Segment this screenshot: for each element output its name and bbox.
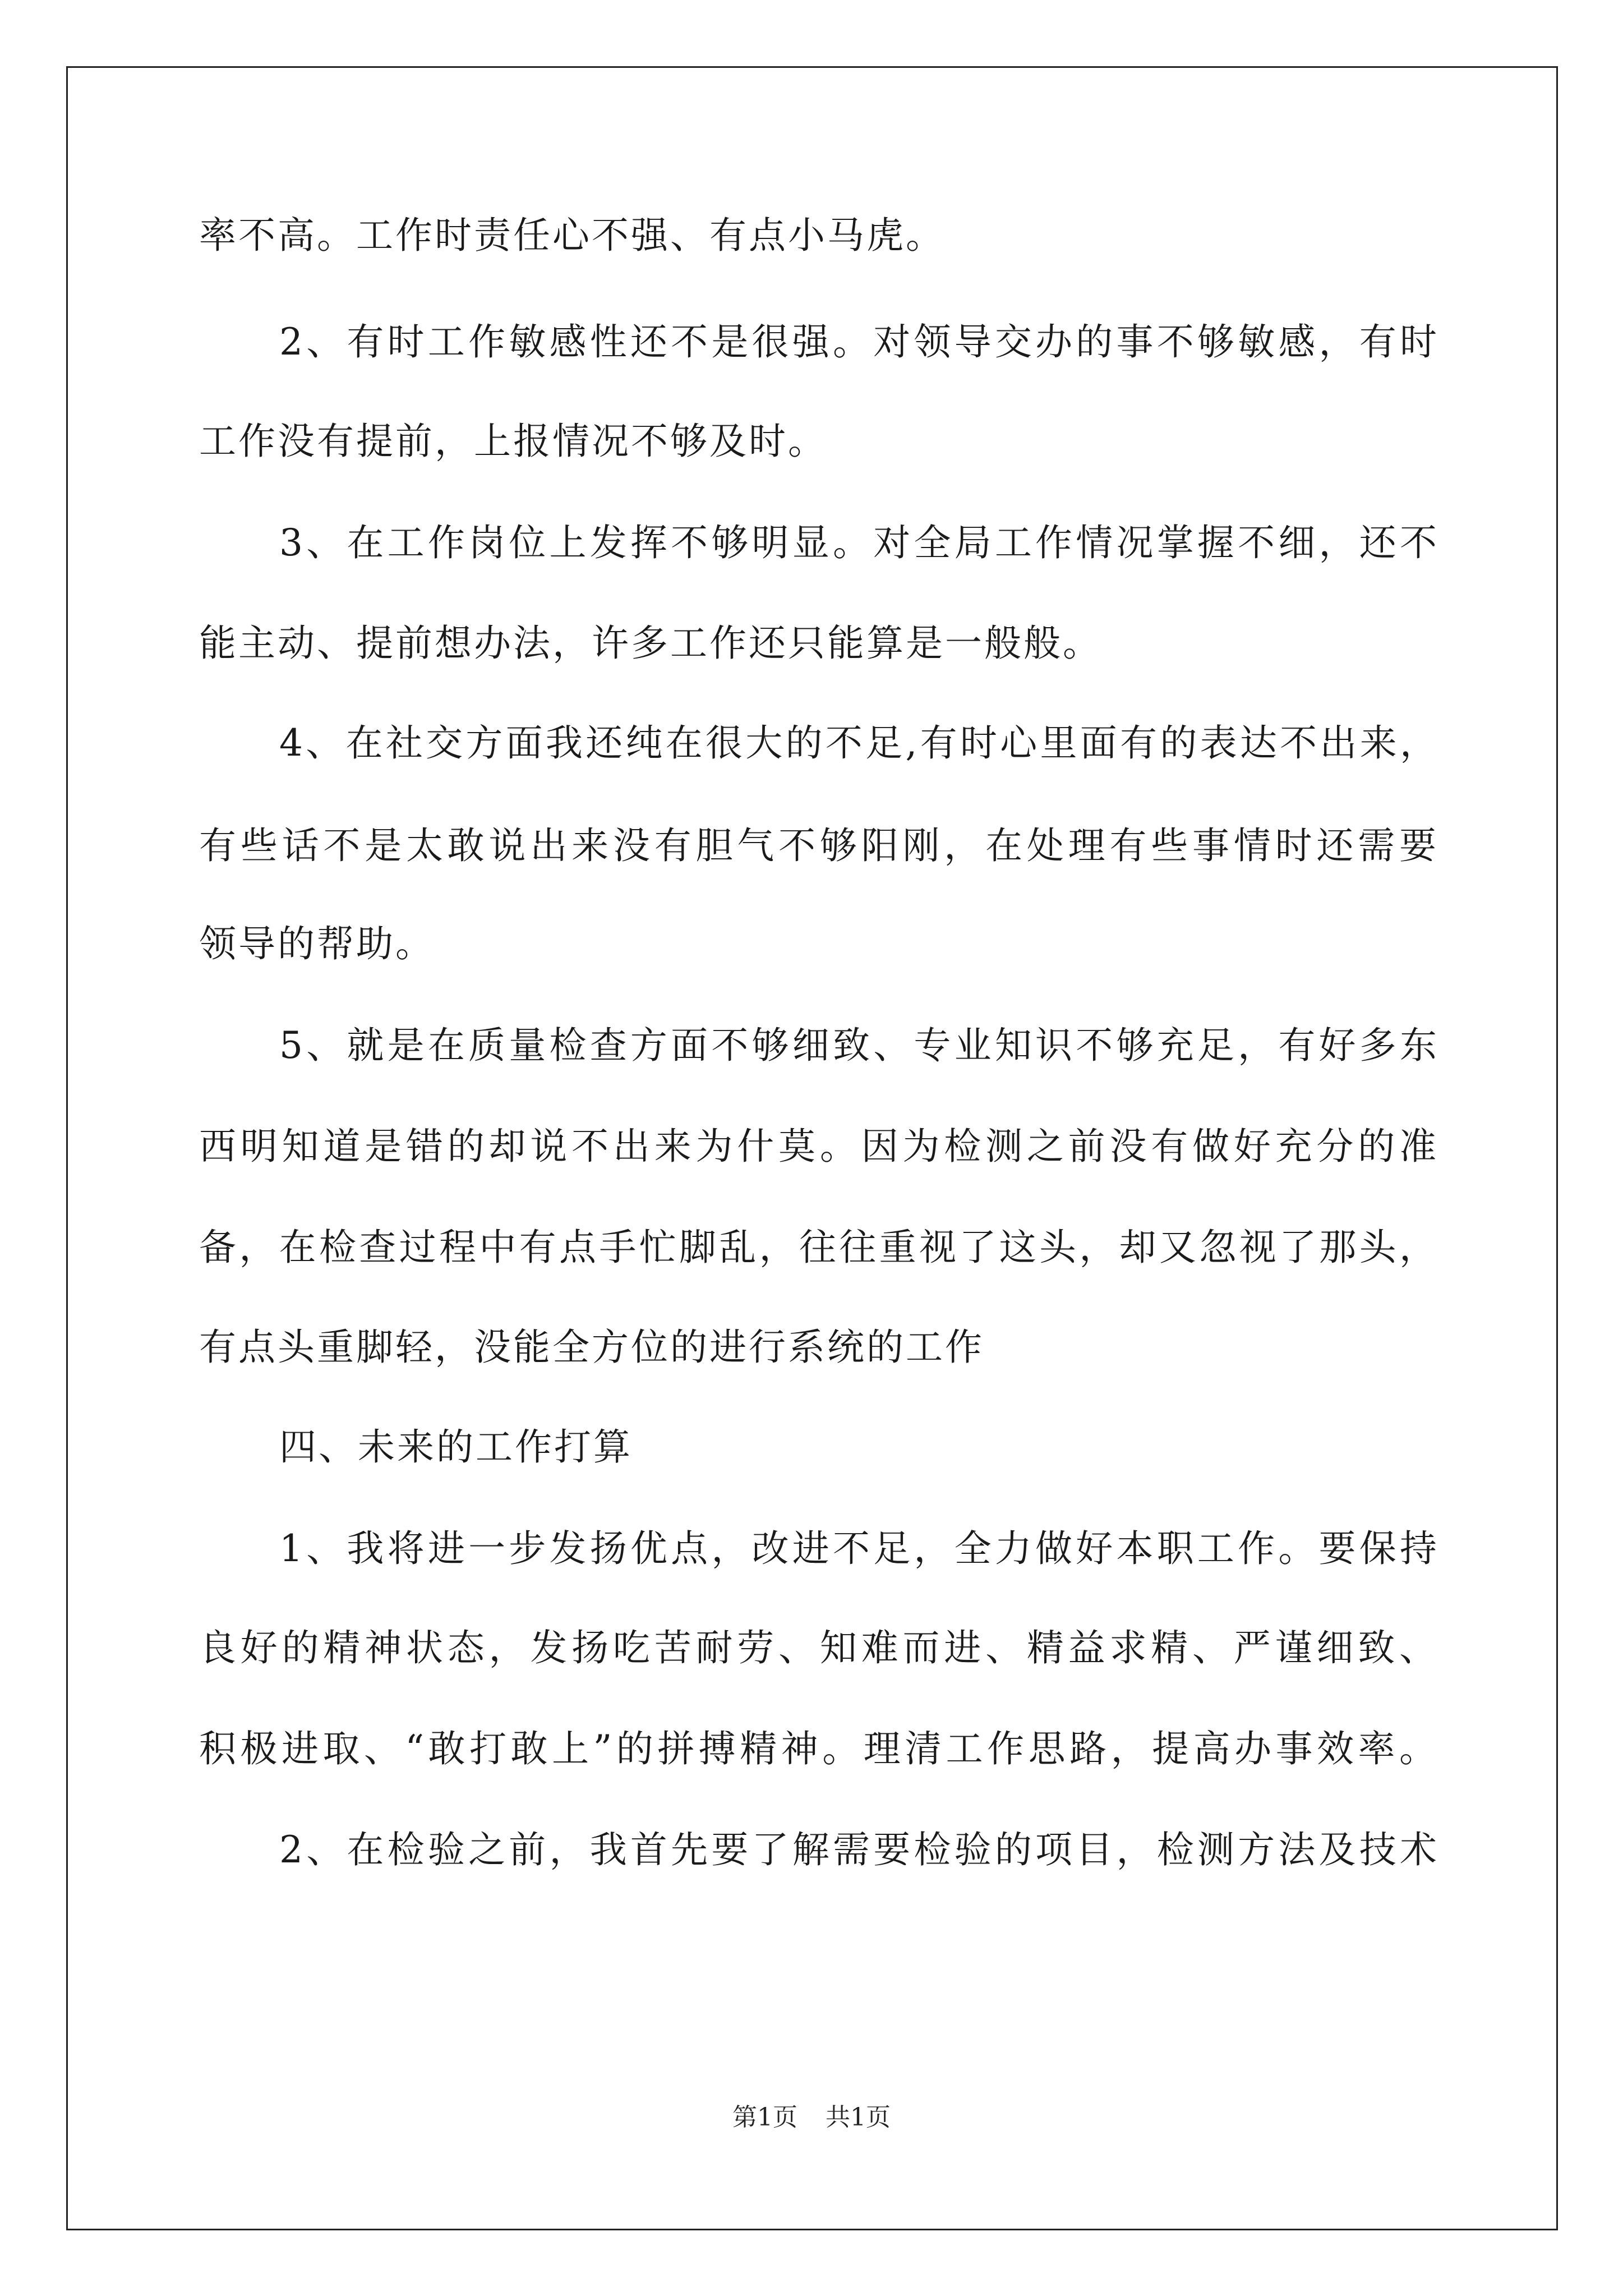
text-line: 有些话不是太敢说出来没有胆气不够阳刚，在处理有些事情时还需要 [199,824,1438,867]
text-line: 领导的帮助。 [199,922,435,965]
page-footer [0,2101,1623,2134]
text-line: 3、在工作岗位上发挥不够明显。对全局工作情况掌握不细，还不 [279,521,1439,564]
text-line: 良好的精神状态，发扬吃苦耐劳、知难而进、精益求精、严谨细致、 [199,1626,1438,1669]
text-line: 工作没有提前，上报情况不够及时。 [199,420,827,463]
text-line: 西明知道是错的却说不出来为什莫。因为检测之前没有做好充分的准 [199,1125,1438,1168]
text-line: 2、在检验之前，我首先要了解需要检验的项目，检测方法及技术 [279,1828,1439,1871]
page-total: 共1页 [826,2103,891,2132]
text-line: 积极进取、“敢打敢上”的拼搏精神。理清工作思路，提高办事效率。 [199,1727,1438,1770]
text-line: 5、就是在质量检查方面不够细致、专业知识不够充足，有好多东 [279,1024,1439,1067]
section-heading: 四、未来的工作打算 [279,1425,633,1469]
text-line: 有点头重脚轻，没能全方位的进行系统的工作 [199,1326,984,1369]
text-line: 率不高。工作时责任心不强、有点小马虎。 [199,214,945,257]
text-line: 备，在检查过程中有点手忙脚乱，往往重视了这头，却又忽视了那头， [199,1226,1438,1269]
page-number: 第1页 [732,2103,797,2132]
text-line: 1、我将进一步发扬优点，改进不足，全力做好本职工作。要保持 [279,1527,1439,1570]
text-line: 4、在社交方面我还纯在很大的不足,有时心里面有的表达不出来， [279,721,1439,765]
text-line: 2、有时工作敏感性还不是很强。对领导交办的事不够敏感，有时 [279,320,1439,364]
text-line: 能主动、提前想办法，许多工作还只能算是一般般。 [199,622,1102,665]
